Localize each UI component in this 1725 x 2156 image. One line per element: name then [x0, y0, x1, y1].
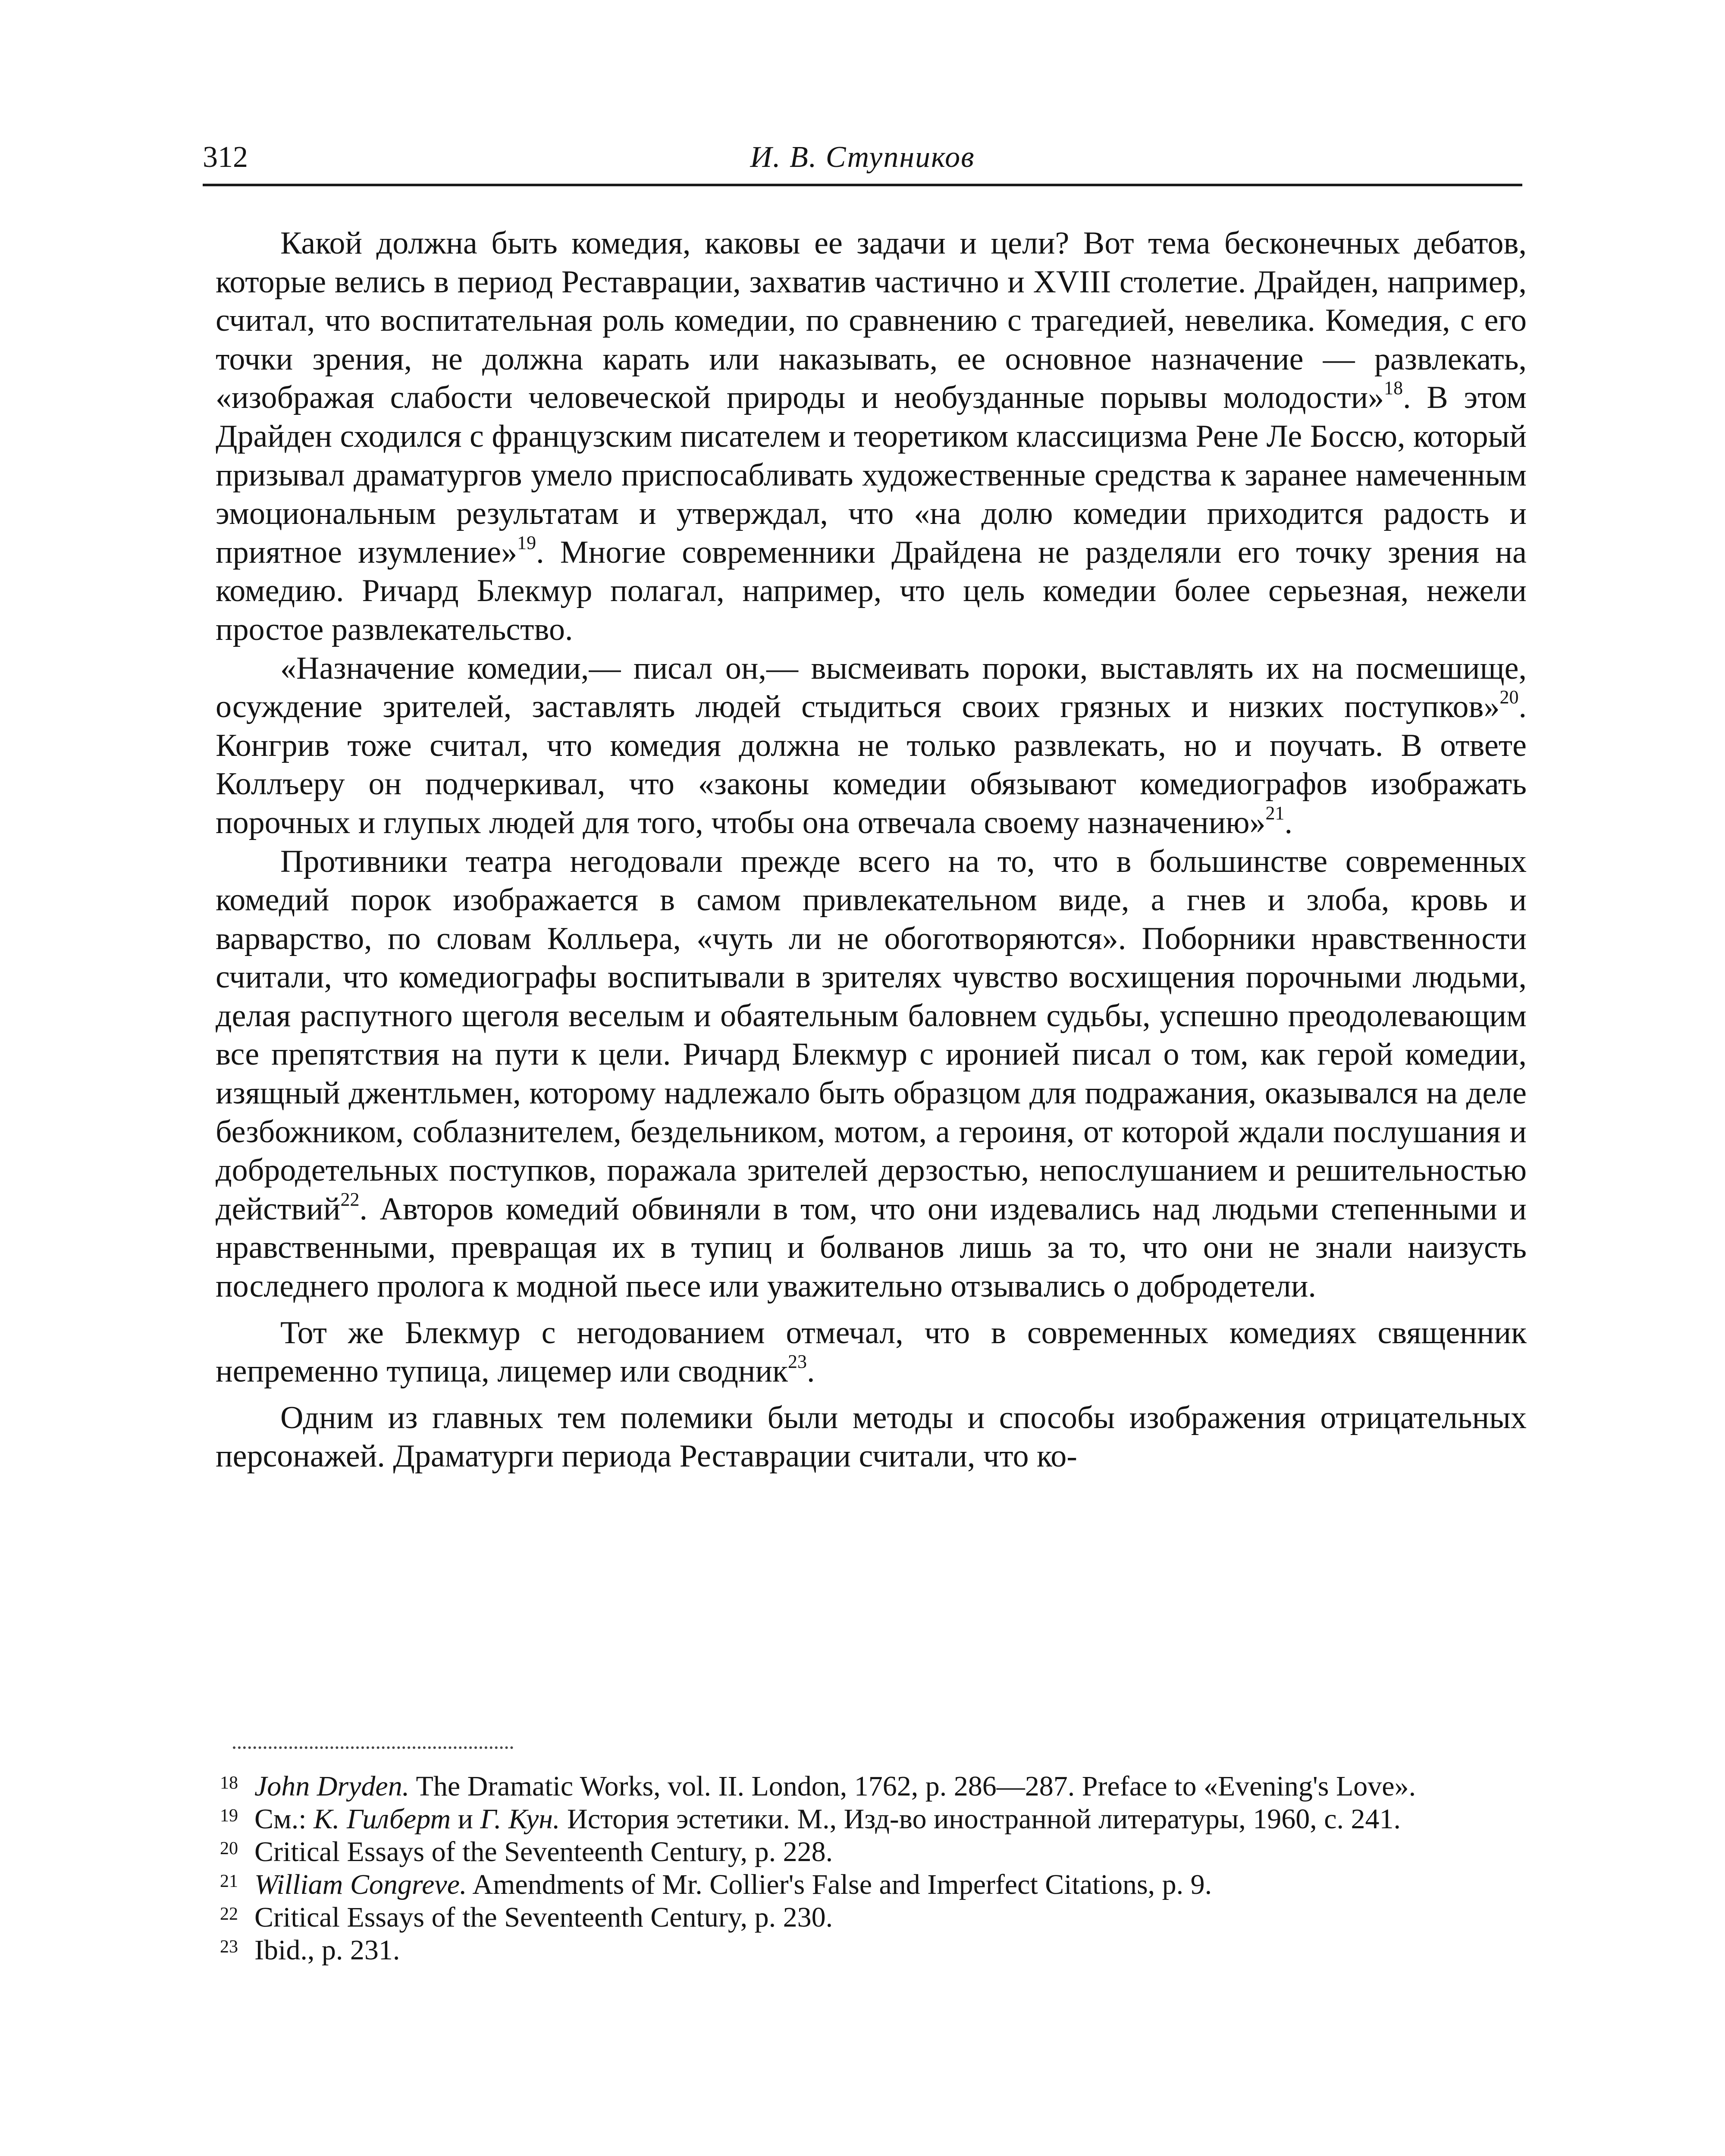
paragraph [216, 843, 1527, 1306]
body-text [216, 224, 1527, 1476]
footnote-ref: 20 [1499, 686, 1519, 708]
footnotes [220, 1770, 1527, 1967]
paragraph-text: Противники театра негодовали прежде всего на то, что в большинстве современных комедий порок изображается в самом привлекательном виде, а гнев и злоба, кровь и варварство, по словам Колльера, «чуть ли не обоготворяются». Поборники нравственности считали, что комедиографы воспитывали в зрителях чувство восхищения порочными людьми, делая распутного щеголя веселым и обаятельным баловнем судьбы, успешно преодолевающим все препятствия на пути к цели. Ричард Блекмур с иронией писал о том, как герой комедии, изящный джентльмен, которому надлежало быть образцом для подражания, оказывался на деле безбожником, соблазнителем, бездельником, мотом, а героиня, от которой ждали послушания и добродетельных поступков, поражала зрителей дерзостью, непослушанием и решительностью действий [216, 843, 1527, 1227]
footnote-ref: 23 [788, 1351, 807, 1373]
header-rule [203, 184, 1522, 186]
footnote-text [254, 1868, 1527, 1901]
footnote [220, 1836, 1527, 1868]
footnote-ref: 19 [517, 532, 536, 553]
footnote-prefix: См.: [254, 1803, 314, 1835]
paragraph [216, 649, 1527, 843]
footnote-number: 18 [220, 1773, 238, 1793]
page-header [203, 129, 1522, 185]
footnote-ref: 21 [1265, 802, 1285, 824]
footnote-number: 23 [220, 1937, 238, 1957]
footnote-ref: 18 [1384, 377, 1403, 399]
paragraph-text: Тот же Блекмур с негодованием отмечал, что в современных комедиях священник непременно тупица, лицемер или сводник [216, 1315, 1527, 1389]
paragraph-text: . [1284, 805, 1293, 840]
footnote-number: 20 [220, 1839, 238, 1858]
footnote-author: William Congreve. [254, 1869, 467, 1900]
footnote-body: История эстетики. М., Изд-во иностранной литературы, 1960, с. 241. [560, 1803, 1401, 1835]
footnote [220, 1901, 1527, 1934]
footnote-conjunction: и [451, 1803, 480, 1835]
footnote-author: К. Гилберт [314, 1803, 451, 1835]
footnote [220, 1934, 1527, 1967]
footnote [220, 1803, 1527, 1836]
footnote-body: Amendments of Mr. Collier's False and Imperfect Citations, p. 9. [467, 1869, 1212, 1900]
page-number: 312 [203, 141, 248, 174]
paragraph [216, 224, 1527, 649]
paragraph [216, 1399, 1527, 1476]
paragraph-text: . [807, 1354, 815, 1389]
paragraph-text: . Авторов комедий обвиняли в том, что они издевались над людьми степенными и нравственными, превращая их в тупиц и болванов лишь за то, что они не знали наизусть последнего пролога к модной пьесе или уважительно отзывались о добродетели. [216, 1191, 1527, 1304]
footnote [220, 1770, 1527, 1803]
footnote-separator [233, 1746, 513, 1749]
footnote-text [254, 1770, 1527, 1803]
footnote-number: 21 [220, 1871, 238, 1891]
footnote-text: Critical Essays of the Seventeenth Century, p. 228. [254, 1836, 833, 1868]
footnote-number: 22 [220, 1904, 238, 1924]
footnote-text: Critical Essays of the Seventeenth Century, p. 230. [254, 1902, 833, 1933]
paragraph-text: . Многие современники Драйдена не разделяли его точку зрения на комедию. Ричард Блекмур полагал, например, что цель комедии более серьезная, нежели простое развлекательство. [216, 534, 1527, 647]
footnote-body: The Dramatic Works, vol. II. London, 1762, p. 286—287. Preface to «Evening's Love». [409, 1771, 1416, 1802]
footnote-ref: 22 [340, 1188, 360, 1210]
paragraph-text: Какой должна быть комедия, каковы ее задачи и цели? Вот тема бесконечных дебатов, которые велись в период Реставрации, захватив частично и XVIII столетие. Драйден, например, считал, что воспитательная роль комедии, по сравнению с трагедией, невелика. Комедия, с его точки зрения, не должна карать или наказывать, ее основное назначение — развлекать, «изображая слабости человеческой природы и необузданные порывы молодости» [216, 226, 1527, 416]
paragraph-text: . Конгрив тоже считал, что комедия должна не только развлекать, но и поучать. В ответе Коллъеру он подчеркивал, что «законы комедии обязывают комедиографов изображать порочных и глупых людей для того, чтобы она отвечала своему назначению» [216, 689, 1527, 840]
footnote-text [254, 1803, 1527, 1836]
paragraph-text: «Назначение комедии,— писал он,— высмеивать пороки, выставлять их на посмешище, осуждение зрителей, заставлять людей стыдиться своих грязных и низких поступков» [216, 650, 1527, 725]
footnote-number: 19 [220, 1806, 238, 1826]
running-head: И. В. Ступников [750, 141, 975, 174]
footnote [220, 1868, 1527, 1901]
paragraph-text: Одним из главных тем полемики были методы и способы изображения отрицательных персонажей. Драматурги периода Реставрации считали, что ко- [216, 1400, 1527, 1474]
footnote-author: John Dryden. [254, 1771, 410, 1802]
paragraph [216, 1314, 1527, 1391]
footnote-text: Ibid., p. 231. [254, 1934, 400, 1966]
paragraph-text: . В этом Драйден сходился с французским писателем и теоретиком классицизма Рене Ле Боссю, который призывал драматургов умело приспосабливать художественные средства к заранее намеченным эмоциональным результатам и утверждал, что «на долю комедии приходится радость и приятное изумление» [216, 380, 1527, 570]
footnote-author-2: Г. Кун. [480, 1803, 560, 1835]
